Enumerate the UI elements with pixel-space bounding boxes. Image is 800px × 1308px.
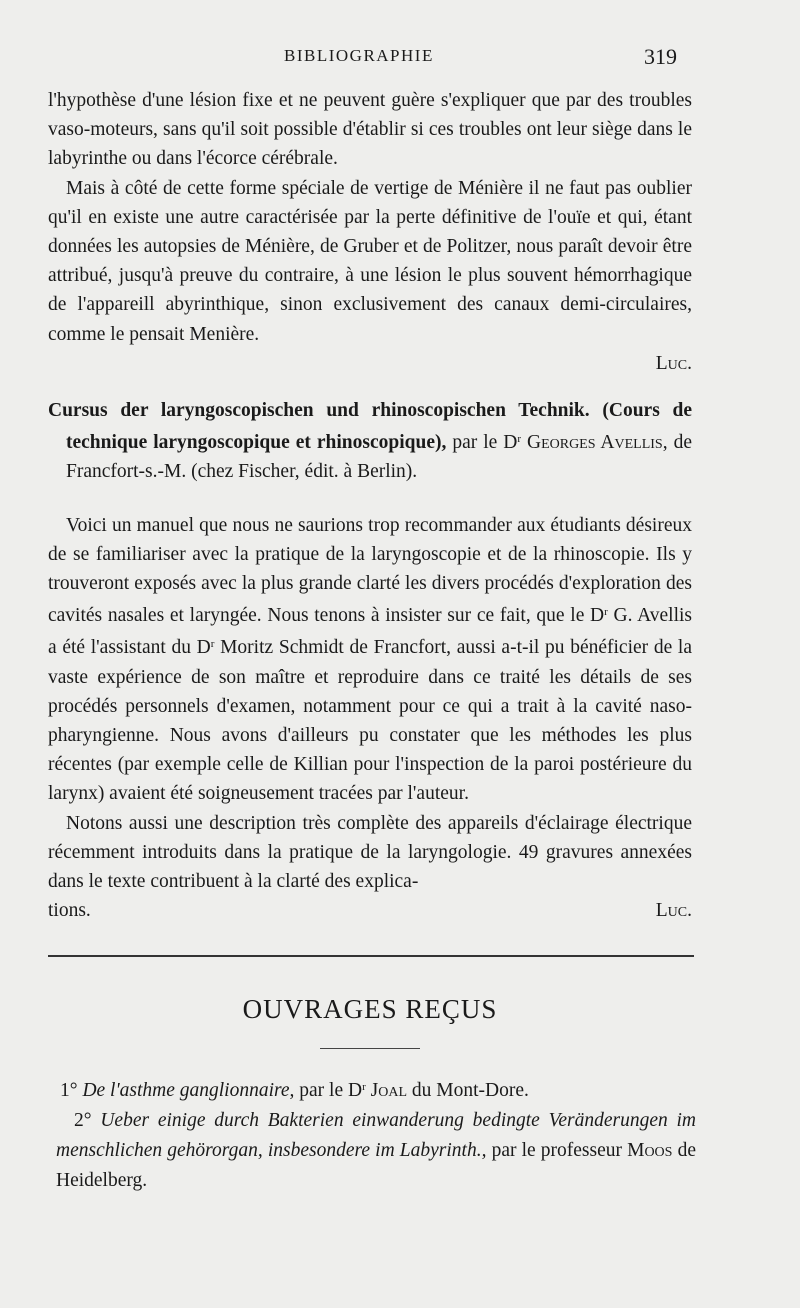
review2-p1-c: Moritz Schmidt de Francfort, aussi a-t-il pu bénéficier de la vaste expérience de son maître et reproduire dans ce traité les détails de ses procédés personnels d'examen, notamment pour ce qui a trait à la cavité naso-pharyngienne. Nous avons d'ailleurs pu constater que les méthodes les plus récentes (par exemple celle de Killian pour l'inspection de la paroi postérieure du larynx) avaient été soigneusement tracées par l'auteur. [48, 637, 692, 805]
section-divider [48, 955, 694, 957]
review1-paragraph-1: l'hypothèse d'une lésion fixe et ne peuvent guère s'expliquer que par des troubles vaso-moteurs, sans qu'il soit possible d'établir si ces troubles ont leur siège dans le labyrinthe ou dans l'écorce cérébrale. [48, 90, 692, 170]
item2-by: par le professeur [486, 1140, 628, 1161]
received-item-2 [56, 1106, 696, 1196]
review2-p1-sup2: r [210, 638, 215, 651]
item2-number: 2° [74, 1110, 92, 1131]
spacer [48, 487, 692, 511]
review2-paragraph-2: Notons aussi une description très complète des appareils d'éclairage électrique récemment introduits dans la pratique de la laryngologie. 49 gravures annexées dans le texte contribuent à la clarté des explica- [48, 812, 692, 893]
main-text [48, 86, 692, 925]
page-number: 319 [644, 44, 677, 69]
section-title: OUVRAGES REÇUS [242, 994, 498, 1024]
review2-author: Georges Avellis, [521, 432, 668, 454]
review2-signature: Luc. [655, 900, 692, 922]
received-list [56, 1072, 696, 1196]
received-item-1 [56, 1072, 696, 1106]
review2-p1-b: G. Avellis a été l'assistant du D [48, 605, 692, 659]
item2-author: Moos [627, 1140, 673, 1161]
item2-title: Ueber einige durch Bakterien einwanderung bedingte Veränderungen im menschlichen gehörorgan, insbesondere im Labyrinth., [56, 1110, 696, 1161]
item1-place: du Mont-Dore. [407, 1080, 529, 1101]
review2-dr-sup: r [517, 433, 522, 446]
item1-number: 1° [60, 1080, 78, 1101]
title-underline [320, 1048, 420, 1049]
review2-by: par le D [446, 432, 518, 454]
review2-title: Cursus der laryngoscopischen und rhinoscopischen Technik. (Cours de technique laryngoscopique et rhinoscopique), [48, 400, 692, 454]
review2-paragraph-1 [48, 511, 692, 809]
item1-title: De l'asthme ganglionnaire, [82, 1080, 295, 1101]
review1-paragraph-2: Mais à côté de cette forme spéciale de vertige de Ménière il ne faut pas oublier qu'il en existe une autre caractérisée par la perte définitive de l'ouïe et qui, étant données les autopsies de Ménière, de Gruber et de Politzer, nous paraît devoir être attribué, jusqu'à preuve du contraire, à une lésion le plus souvent hémorrhagique de l'appareill abyrinthique, sinon exclusivement des canaux demi-circulaires, comme le pensait Menière. [48, 177, 692, 345]
review2-p1-a: Voici un manuel que nous ne saurions trop recommander aux étudiants désireux de se familiariser avec la pratique de la laryngoscopie et de la rhinoscopie. Ils y trouveront exposés avec la plus grande clarté les divers procédés d'exploration des cavités nasales et laryngée. Nous tenons à insister sur ce fait, que le D [48, 514, 692, 627]
item1-sup: r [362, 1081, 366, 1093]
running-title: BIBLIOGRAPHIE [284, 46, 434, 65]
page-header [0, 44, 800, 74]
review2-publisher: de Francfort-s.-M. (chez Fischer, édit. à Berlin). [66, 432, 692, 483]
review2-last-line [48, 896, 692, 925]
review2-p1-sup1: r [604, 606, 608, 619]
item1-author: Joal [365, 1080, 408, 1101]
item2-place: de Heidelberg. [56, 1140, 696, 1191]
review1-signature: Luc. [655, 352, 692, 374]
item1-by: par le D [294, 1080, 363, 1101]
review2-heading [48, 396, 692, 487]
review2-p2-last: tions. [48, 900, 91, 922]
